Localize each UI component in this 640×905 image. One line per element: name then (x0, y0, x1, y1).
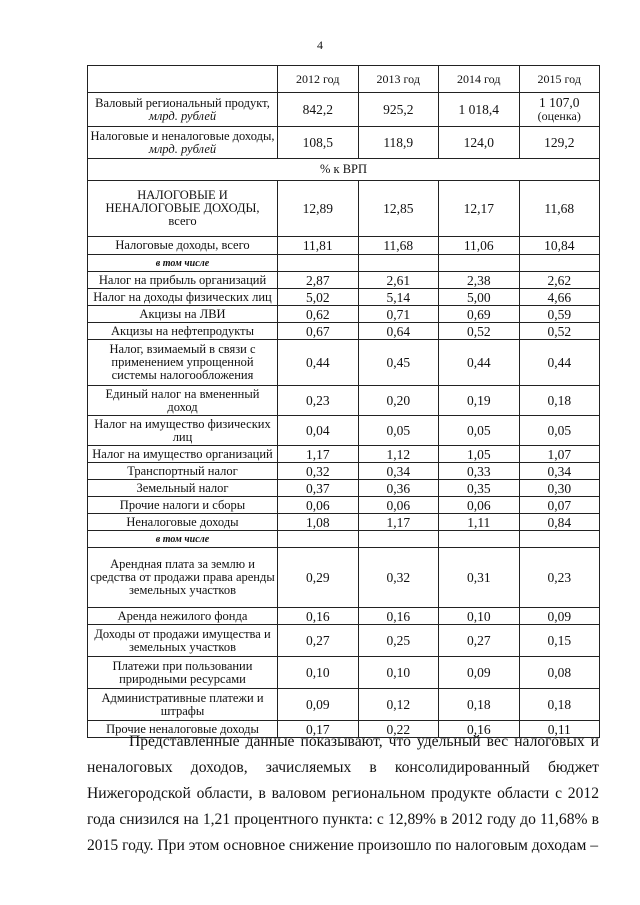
cell-value: 0,37 (278, 480, 359, 497)
empty-cell (358, 531, 439, 548)
cell-value: 0,32 (278, 463, 359, 480)
cell-value: 0,27 (439, 625, 520, 657)
table-row (88, 657, 600, 689)
row-label: Земельный налог (88, 480, 278, 497)
cell-value: 0,69 (439, 306, 520, 323)
empty-cell (278, 255, 359, 272)
row-label (88, 127, 278, 159)
cell-value: 1,08 (278, 514, 359, 531)
cell-value: 0,67 (278, 323, 359, 340)
cell-value: 0,59 (519, 306, 600, 323)
cell-value: 0,08 (519, 657, 600, 689)
row-label: Налог на прибыль организаций (88, 272, 278, 289)
cell-value: 0,25 (358, 625, 439, 657)
year-header: 2013 год (358, 66, 439, 93)
cell-value: 0,16 (278, 608, 359, 625)
row-label: Неналоговые доходы (88, 514, 278, 531)
cell-value: 0,10 (439, 608, 520, 625)
table-row (88, 181, 600, 237)
rows-group-c (88, 548, 600, 738)
cell-value: 0,32 (358, 548, 439, 608)
cell-value (519, 93, 600, 127)
cell-value: 0,05 (439, 416, 520, 446)
cell-value: 1,17 (278, 446, 359, 463)
cell-value: 0,06 (278, 497, 359, 514)
tax-income-row (88, 127, 600, 159)
cell-value: 0,20 (358, 386, 439, 416)
year-header: 2015 год (519, 66, 600, 93)
cell-value: 0,71 (358, 306, 439, 323)
cell-value: 0,06 (439, 497, 520, 514)
empty-cell (358, 255, 439, 272)
year-header: 2014 год (439, 66, 520, 93)
cell-value: 0,33 (439, 463, 520, 480)
cell-value: 1,05 (439, 446, 520, 463)
rows-group-b (88, 272, 600, 531)
cell-value: 108,5 (278, 127, 359, 159)
table-row (88, 289, 600, 306)
cell-value: 0,09 (439, 657, 520, 689)
header-empty-cell (88, 66, 278, 93)
table-row (88, 323, 600, 340)
row-label: Доходы от продажи имущества и земельных участков (88, 625, 278, 657)
row-label: Единый налог на вмененный доход (88, 386, 278, 416)
row-label: Налог на доходы физических лиц (88, 289, 278, 306)
revenue-table (87, 65, 600, 738)
cell-value: 0,34 (519, 463, 600, 480)
cell-value: 0,84 (519, 514, 600, 531)
cell-value: 0,30 (519, 480, 600, 497)
cell-value: 0,45 (358, 340, 439, 386)
cell-value: 0,31 (439, 548, 520, 608)
cell-value: 1 018,4 (439, 93, 520, 127)
cell-value: 2,87 (278, 272, 359, 289)
cell-value: 0,05 (358, 416, 439, 446)
cell-value: 1,17 (358, 514, 439, 531)
table-row (88, 416, 600, 446)
table-row (88, 548, 600, 608)
cell-value: 0,11 (519, 721, 600, 738)
cell-value: 12,85 (358, 181, 439, 237)
cell-value: 12,89 (278, 181, 359, 237)
year-header: 2012 год (278, 66, 359, 93)
cell-value: 0,09 (278, 689, 359, 721)
cell-value: 0,44 (519, 340, 600, 386)
cell-value: 1,07 (519, 446, 600, 463)
tax-income-label: Налоговые и неналоговые доходы, (90, 128, 275, 143)
table-row (88, 306, 600, 323)
cell-value: 11,06 (439, 237, 520, 255)
cell-value: 0,22 (358, 721, 439, 738)
cell-value: 0,52 (519, 323, 600, 340)
cell-value: 124,0 (439, 127, 520, 159)
cell-value: 925,2 (358, 93, 439, 127)
table-row (88, 237, 600, 255)
empty-cell (519, 255, 600, 272)
cell-value: 0,52 (439, 323, 520, 340)
cell-value: 842,2 (278, 93, 359, 127)
empty-cell (439, 531, 520, 548)
cell-value: 0,44 (278, 340, 359, 386)
table-row (88, 497, 600, 514)
page-number: 4 (317, 38, 323, 52)
paragraph: Представленные данные показывают, что удельный вес налоговых и неналоговых доходов, зачисляемых в консолидированный бюджет Нижегородской области, в валовом региональном продукте области с 2012 года снизился на 1,21 процентного пункта: с 12,89% в 2012 году до 11,68% в 2015 году. При этом основное снижение произошло по налоговым доходам – (87, 733, 599, 854)
cell-value: 0,19 (439, 386, 520, 416)
subhead-row (88, 255, 600, 272)
row-label: Платежи при пользовании природными ресурсами (88, 657, 278, 689)
empty-cell (439, 255, 520, 272)
cell-value: 0,23 (519, 548, 600, 608)
row-label: НАЛОГОВЫЕ И НЕНАЛОГОВЫЕ ДОХОДЫ, всего (88, 181, 278, 237)
cell-value: 0,27 (278, 625, 359, 657)
cell-value: 0,06 (358, 497, 439, 514)
table-row (88, 386, 600, 416)
cell-value: 129,2 (519, 127, 600, 159)
cell-value: 0,12 (358, 689, 439, 721)
in-that-number-label: в том числе (88, 255, 278, 272)
cell-value: 0,62 (278, 306, 359, 323)
cell-value: 0,18 (519, 689, 600, 721)
cell-value: 0,10 (278, 657, 359, 689)
estimate-note: (оценка) (537, 109, 581, 123)
row-label: Прочие налоги и сборы (88, 497, 278, 514)
cell-value: 0,09 (519, 608, 600, 625)
cell-value: 0,18 (439, 689, 520, 721)
cell-value: 0,29 (278, 548, 359, 608)
table-row (88, 272, 600, 289)
cell-value: 5,14 (358, 289, 439, 306)
row-label: Акцизы на нефтепродукты (88, 323, 278, 340)
row-label: Транспортный налог (88, 463, 278, 480)
table-row (88, 463, 600, 480)
grp-label: Валовый региональный продукт, (95, 95, 270, 110)
row-label (88, 93, 278, 127)
cell-value: 0,15 (519, 625, 600, 657)
table-row (88, 689, 600, 721)
body-text (87, 729, 599, 859)
table-row (88, 446, 600, 463)
row-label: Арендная плата за землю и средства от продажи права аренды земельных участков (88, 548, 278, 608)
percent-grp-label: % к ВРП (88, 159, 600, 181)
cell-value: 5,00 (439, 289, 520, 306)
row-label: Акцизы на ЛВИ (88, 306, 278, 323)
row-label: Административные платежи и штрафы (88, 689, 278, 721)
cell-value: 5,02 (278, 289, 359, 306)
subhead-row (88, 531, 600, 548)
table-row (88, 340, 600, 386)
table-row (88, 514, 600, 531)
grp-row (88, 93, 600, 127)
in-that-number-label: в том числе (88, 531, 278, 548)
cell-value: 2,38 (439, 272, 520, 289)
percent-grp-row (88, 159, 600, 181)
cell-value: 12,17 (439, 181, 520, 237)
cell-value: 0,44 (439, 340, 520, 386)
cell-value: 0,18 (519, 386, 600, 416)
cell-value: 0,04 (278, 416, 359, 446)
cell-value: 0,05 (519, 416, 600, 446)
row-label: Налог на имущество физических лиц (88, 416, 278, 446)
rows-group-a (88, 181, 600, 255)
empty-cell (519, 531, 600, 548)
cell-value: 0,36 (358, 480, 439, 497)
row-label: Аренда нежилого фонда (88, 608, 278, 625)
row-label: Налог на имущество организаций (88, 446, 278, 463)
cell-value: 0,10 (358, 657, 439, 689)
cell-value: 118,9 (358, 127, 439, 159)
table-row (88, 480, 600, 497)
grp-value-2015: 1 107,0 (539, 95, 580, 110)
cell-value: 1,11 (439, 514, 520, 531)
cell-value: 0,17 (278, 721, 359, 738)
cell-value: 0,07 (519, 497, 600, 514)
cell-value: 0,16 (439, 721, 520, 738)
cell-value: 11,68 (358, 237, 439, 255)
cell-value: 0,35 (439, 480, 520, 497)
cell-value: 0,23 (278, 386, 359, 416)
cell-value: 2,61 (358, 272, 439, 289)
cell-value: 4,66 (519, 289, 600, 306)
cell-value: 10,84 (519, 237, 600, 255)
cell-value: 2,62 (519, 272, 600, 289)
cell-value: 11,68 (519, 181, 600, 237)
empty-cell (278, 531, 359, 548)
row-label: Налоговые доходы, всего (88, 237, 278, 255)
cell-value: 0,34 (358, 463, 439, 480)
table-header-row (88, 66, 600, 93)
cell-value: 0,16 (358, 608, 439, 625)
grp-unit: млрд. рублей (148, 108, 217, 123)
tax-income-unit: млрд. рублей (148, 141, 217, 156)
table-row (88, 608, 600, 625)
table-row (88, 625, 600, 657)
cell-value: 11,81 (278, 237, 359, 255)
row-label: Налог, взимаемый в связи с применением упрощенной системы налогообложения (88, 340, 278, 386)
cell-value: 1,12 (358, 446, 439, 463)
row-label: Прочие неналоговые доходы (88, 721, 278, 738)
cell-value: 0,64 (358, 323, 439, 340)
